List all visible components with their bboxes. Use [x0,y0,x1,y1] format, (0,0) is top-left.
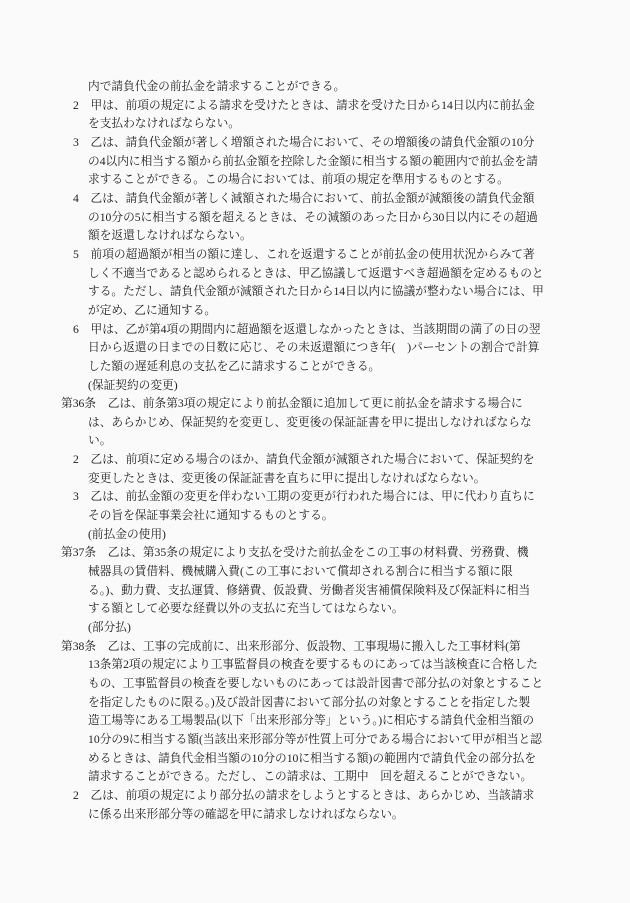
paragraph-3: 3 乙は、前払金額の変更を伴わない工期の変更が行われた場合には、甲に代わり直ちに [73,490,535,504]
doc-line: その旨を保証事業会社に通知するものとする。 [88,509,334,523]
doc-line: の10分の5に相当する額を超えるときは、その減額のあった日から30日以内にその超過 [88,210,538,224]
doc-line: 内で請負代金の前払金を請求することができる。 [88,80,346,93]
paragraph-4: 4 乙は、請負代金額が著しく減額された場合において、前払金額が減額後の請負代金額 [73,191,535,205]
contract-text-block [61,78,606,824]
section-title-bubunbarai: (部分払) [88,621,131,635]
doc-line: を支払わなければならない。 [88,117,240,131]
article-38-start: 第38条 乙は、工事の完成前に、出来形部分、仮設物、工事現場に搬入した工事材料(第 [61,639,521,653]
doc-line: もの、工事監督員の検査を要しないものにあっては設計図書で部分払の対象とすること [88,677,544,690]
doc-line: の4以内に相当する額から前払金額を控除した金額に相当する額の範囲内で前払金を請 [88,154,538,168]
paragraph-5: 5 前項の超過額が相当の額に達し、これを返還することが前払金の使用状況からみて著 [73,247,535,261]
doc-line: が定め、乙に通知する。 [88,303,217,317]
doc-line: 変更したときは、変更後の保証証書を直ちに甲に提出しなければならない。 [88,471,486,485]
paragraph-2: 2 甲は、前項の規定による請求を受けたときは、請求を受けた日から14日以内に前払金 [73,98,535,112]
doc-line: 械器具の賃借料、機械購入費(この工事において償却される割合に相当する額に限 [88,565,513,579]
article-37-start: 第37条 乙は、第35条の規定により支払を受けた前払金をこの工事の材料費、労務費、機 [61,546,529,560]
article-36-start: 第36条 乙は、前条第3項の規定により前払金額に追加して更に前払金を請求する場合に [61,397,523,411]
paragraph-2: 2 乙は、前項に定める場合のほか、請負代金額が減額された場合において、保証契約を [73,453,535,467]
paragraph-3: 3 乙は、請負代金額が著しく増額された場合において、その増額後の請負代金額の10分 [73,135,535,149]
doc-line: しく不適当であると認められるときは、甲乙協議して返還すべき超過額を定めるものと [88,266,544,280]
doc-line: に係る出来形部分等の確認を甲に請求しなければならない。 [88,807,404,821]
doc-line: る。)、動力費、支払運賃、修繕費、仮設費、労働者災害補償保険料及び保証料に相当 [88,583,531,597]
doc-line: 造工場等にある工場製品(以下「出来形部分等」という。)に相応する請負代金相当額の [88,714,535,728]
paragraph-6: 6 甲は、乙が第4項の期間内に超過額を返還しなかったときは、当該期間の満了の日の翌 [73,322,541,336]
section-title-hoshokeiyaku-henko: (保証契約の変更) [88,378,178,392]
doc-line: する。ただし、請負代金額が減額された日から14日以内に協議が整わない場合には、甲 [88,285,544,299]
doc-line: 請求することができる。ただし、この請求は、工期中 回を超えることができない。 [88,770,533,784]
doc-line: した額の遅延利息の支払を乙に請求することができる。 [88,359,381,373]
doc-line: 求することができる。この場合においては、前項の規定を準用するものとする。 [88,173,509,187]
doc-line: 10分の9に相当する額(当該出来形部分等が性質上可分である場合において甲が相当と認 [88,732,542,746]
doc-line: めるときは、請負代金相当額の10分の10に相当する額)の範囲内で請負代金の部分払を [88,751,537,765]
paragraph-2: 2 乙は、前項の規定により部分払の請求をしようとするときは、あらかじめ、当該請求 [73,788,535,802]
doc-line: 日から返還の日までの日数に応じ、その未返還額につき年( )パーセントの割合で計算 [88,341,540,355]
section-title-maebaraikin-shiyo: (前払金の使用) [88,527,166,541]
doc-line: 額を返還しなければならない。 [88,229,252,243]
doc-line: する額として必要な経費以外の支払に充当してはならない。 [88,602,404,616]
doc-line: 13条第2項の規定により工事監督員の検査を要するものにあっては当該検査に合格した [88,658,538,672]
doc-line: い。 [88,434,112,448]
doc-line: を指定したものに限る。)及び設計図書において部分払の対象とすることを指定した製 [88,695,531,709]
doc-line: は、あらかじめ、保証契約を変更し、変更後の保証証書を甲に提出しなければならな [88,415,532,429]
